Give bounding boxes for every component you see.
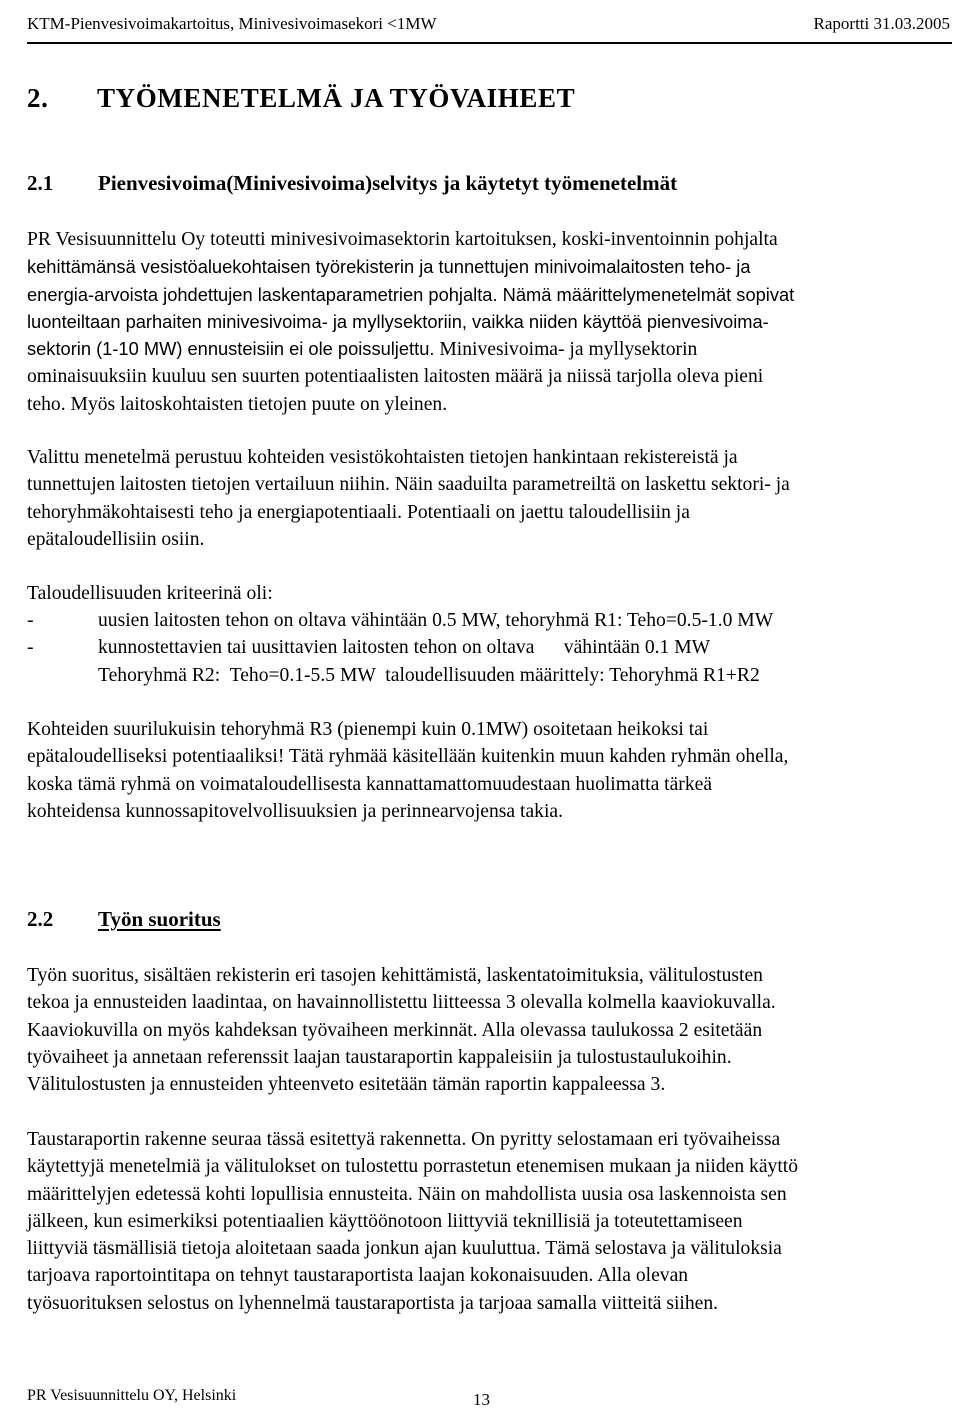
paragraph-sentence: energia-arvoista johdettujen laskentaparametrien pohjalta. [27,283,498,305]
paragraph-line: Valittu menetelmä perustuu kohteiden vesistökohtaisten tietojen hankintaan rekistereistä ja [27,447,738,468]
paragraph-line: epätaloudellisiin osiin. [27,528,205,550]
paragraph-line: Kaaviokuvilla on myös kahdeksan työvaiheen merkinnät. Alla olevassa taulukossa 2 esitetään [27,1019,763,1041]
paragraph-line: tekoa ja ennusteiden laadintaa, on havainnollistettu liitteessa 3 olevalla kolmella kaaviokuvalla. [27,992,776,1014]
footer-company: PR Vesisuunnittelu OY, Helsinki [27,1387,237,1404]
section-number-2-1: 2.1 [27,171,54,195]
criteria-title: Taloudellisuuden kriteerinä oli: [27,583,273,604]
paragraph-methods [27,226,957,418]
paragraph-line: teho. Myös laitoskohtaisten tietojen puute on yleinen. [27,393,448,415]
paragraph-line: koska tämä ryhmä on voimataloudellisesta kannattamattomuudestaan huolimatta tärkeä [27,773,713,795]
paragraph-background-report [27,1126,957,1317]
paragraph-line: Taustaraportin rakenne seuraa tässä esitettyä rakennetta. On pyritty selostamaan eri työvaiheissa [27,1129,781,1150]
paragraph-line: määrittelyjen edetessä kohti lopullisia ennusteita. Näin on mahdollista uusia osa laskennoista sen [27,1183,787,1205]
paragraph-r3-group [27,716,957,825]
paragraph-line: jälkeen, kun esimerkiksi potentiaalien käyttöönotoon liittyviä teknillisiä ja toteutettamiseen [27,1210,743,1232]
paragraph-line: epätaloudelliseksi potentiaaliksi! Tätä ryhmää käsitellään kuitenkin muun kahden ryhmän ohella, [27,746,789,768]
paragraph-line: kohteidensa kunnossapitovelvollisuuksien ja perinnearvojensa takia. [27,800,563,822]
paragraph-line: liittyviä täsmällisiä tietoja aloitetaan saada jonkun ajan kuuluttua. Tämä selostava ja välituloksia [27,1238,782,1260]
section-title-2-1 [27,171,677,196]
paragraph-chosen-method [27,444,957,553]
paragraph-line [27,335,957,363]
criteria-item [27,607,957,634]
section-number-2-2: 2.2 [27,907,54,931]
paragraph-line: työsuorituksen selostus on lyhennelmä taustaraportista ja tarjoaa samalla viitteitä siihen. [27,1292,719,1314]
list-dash: - [27,610,34,631]
paragraph-sentence: Minivesivoima- ja myllysektorin [439,339,698,361]
paragraph-line [27,281,957,308]
paragraph-line: Työn suoritus, sisältäen rekisterin eri tasojen kehittämistä, laskentatoimituksia, välitulostusten [27,965,763,986]
paragraph-sentence: Nämä määrittelymenetelmät sopivat [502,283,795,305]
chapter-title-text: TYÖMENETELMÄ JA TYÖVAIHEET [97,83,576,113]
paragraph-line: luonteiltaan parhaiten minivesivoima- ja myllysektoriin, vaikka niiden käyttöä pienvesivoima- [27,310,769,332]
criteria-item [27,634,957,689]
paragraph-line: PR Vesisuunnittelu Oy toteutti minivesivoimasektorin kartoituksen, koski-inventoinnin pohjalta [27,229,778,250]
criteria-item-text: Tehoryhmä R2: Teho=0.1-5.5 MW taloudellisuuden määrittely: Tehoryhmä R1+R2 [98,664,760,686]
paragraph-line: Välitulostusten ja ennusteiden yhteenveto esitetään tämän raportin kappaleessa 3. [27,1074,666,1096]
page-header [27,6,952,44]
criteria-item-text: uusien laitosten tehon on oltava vähintään 0.5 MW, tehoryhmä R1: Teho=0.5-1.0 MW [98,610,774,631]
paragraph-line: kehittämänsä vesistöaluekohtaisen työrekisterin ja tunnettujen minivoimalaitosten teho- ja [27,256,751,278]
header-document-title: KTM-Pienvesivoimakartoitus, Minivesivoimasekori <1MW [27,14,437,33]
paragraph-line: tehoryhmäkohtaisesti teho ja energiapotentiaali. Potentiaali on jaettu taloudellisiin ja [27,501,690,523]
paragraph-line: ominaisuuksiin kuuluu sen suurten potentiaalisten laitosten määrä ja niissä tarjolla oleva pieni [27,366,764,388]
criteria-list [27,607,957,689]
chapter-title [27,83,575,114]
paragraph-line: työvaiheet ja annetaan referenssit laajan taustaraportin kappaleisiin ja tulostustaulukoihin. [27,1046,732,1068]
list-dash: - [27,637,34,659]
paragraph-line: Kohteiden suurilukuisin tehoryhmä R3 (pienempi kuin 0.1MW) osoitetaan heikoksi tai [27,719,709,740]
section-title-text-2-2: Työn suoritus [98,907,221,931]
header-report-date: Raportti 31.03.2005 [813,14,950,33]
paragraph-line: käytettyjä menetelmiä ja välitulokset on tulostettu porrastetun etenemisen mukaan ja niiden käyttö [27,1156,799,1178]
chapter-number: 2. [27,83,49,113]
criteria-item-text: kunnostettavien tai uusittavien laitosten tehon on oltava vähintään 0.1 MW [98,637,711,659]
page-number: 13 [473,1390,490,1409]
paragraph-line: tunnettujen laitosten tietojen vertailuun niihin. Näin saaduilta parametreiltä on laskettu sektori- ja [27,474,790,496]
paragraph-sentence: sektorin (1-10 MW) ennusteisiin ei ole poissuljettu. [27,338,435,360]
paragraph-work-execution [27,962,957,1098]
section-title-text-2-1: Pienvesivoima(Minivesivoima)selvitys ja käytetyt työmenetelmät [98,171,678,195]
section-title-2-2 [27,907,221,932]
paragraph-line: tarjoava raportointitapa on tehnyt taustaraportista laajan kokonaisuuden. Alla olevan [27,1265,689,1287]
